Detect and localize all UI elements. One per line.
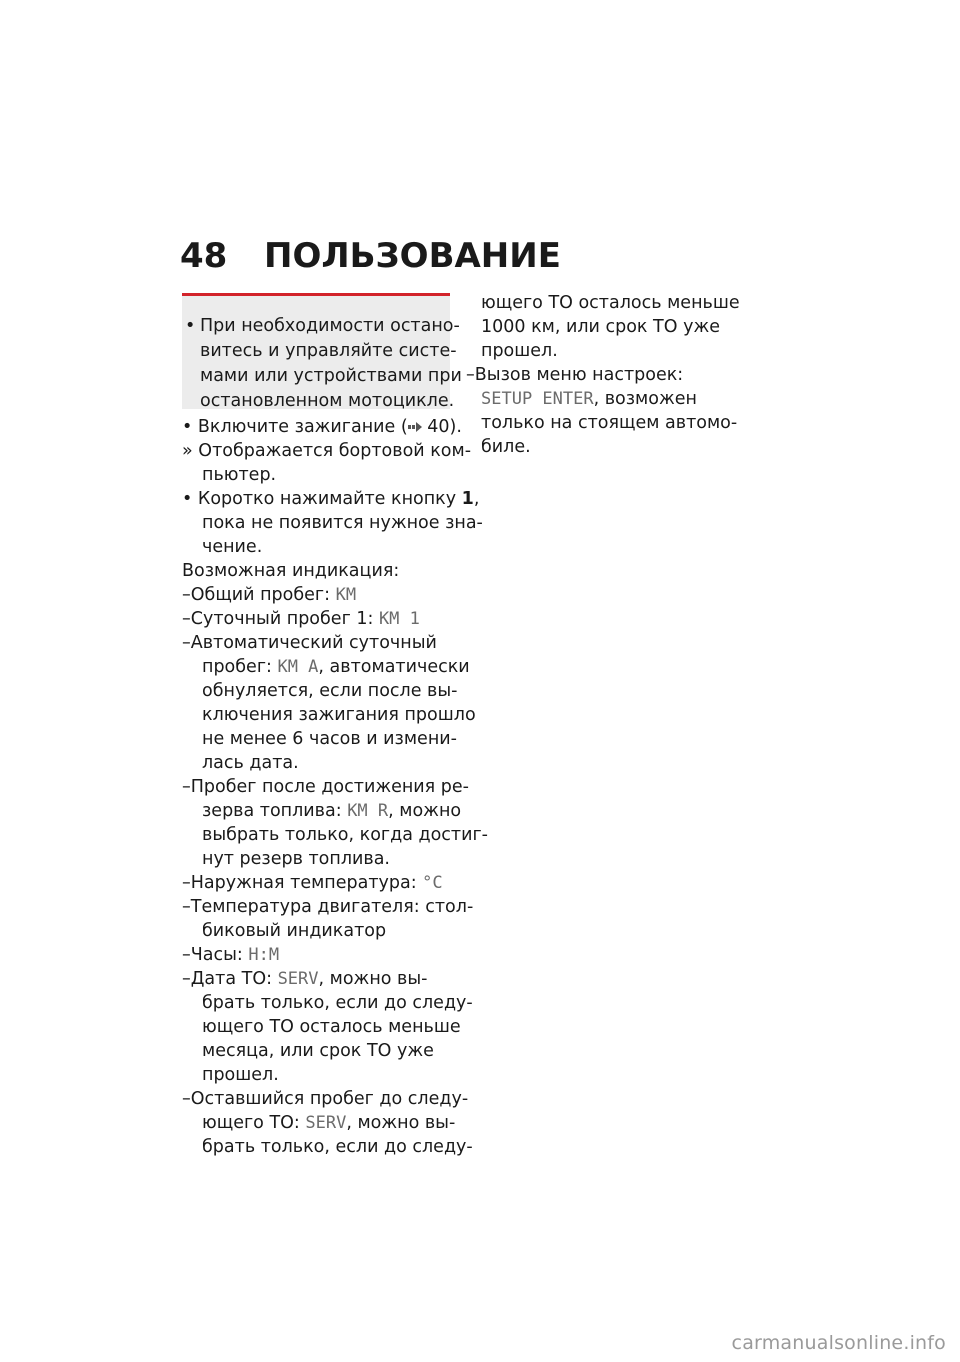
page-number: 48 — [180, 236, 228, 276]
text-line: биковый индикатор — [202, 921, 387, 941]
text-line: нут резерв топлива. — [202, 849, 390, 869]
dash-marker: – — [182, 873, 191, 893]
text-line: –Пробег после достижения ре- — [182, 777, 469, 797]
text-line: пока не появится нужное зна- — [202, 513, 483, 533]
text-line: • Коротко нажимайте кнопку 1, — [182, 489, 480, 509]
dash-marker: – — [182, 897, 191, 917]
bullet-marker: • — [182, 417, 193, 437]
bullet-marker: • — [182, 489, 193, 509]
text-line: Возможная индикация: — [182, 561, 400, 581]
text-line: SETUP ENTER, возможен — [481, 389, 697, 409]
display-code: KM 1 — [378, 609, 420, 629]
text-line: биле. — [481, 437, 531, 457]
text-line: 1000 км, или срок ТО уже — [481, 317, 720, 337]
button-number: 1 — [461, 489, 474, 509]
dash-marker: – — [182, 777, 191, 797]
dash-marker: – — [466, 365, 475, 385]
text-line: ключения зажигания прошло — [202, 705, 476, 725]
display-code: °C — [422, 873, 443, 893]
left-column — [182, 415, 488, 1157]
result-marker: » — [182, 441, 193, 461]
page-reference-arrow-icon — [408, 421, 422, 433]
text-line: брать только, если до следу- — [202, 1137, 473, 1157]
text-line: пробег: KM A, автоматически — [202, 657, 470, 677]
note-line: остановленном мотоцикле. — [200, 391, 455, 411]
text-line: только на стоящем автомо- — [481, 413, 738, 433]
text-line: ющего ТО осталось меньше — [202, 1017, 461, 1037]
dash-marker: – — [182, 969, 191, 989]
text-line: лась дата. — [202, 753, 299, 773]
display-code: H:M — [248, 945, 280, 965]
text-line: –Наружная температура: °C — [182, 873, 443, 893]
note-bullet: • — [185, 316, 196, 336]
text-line: обнуляется, если после вы- — [202, 681, 458, 701]
right-column — [466, 291, 746, 471]
text-line: чение. — [202, 537, 263, 557]
text-line: –Суточный пробег 1: KM 1 — [182, 609, 420, 629]
note-line: мами или устройствами при — [200, 366, 462, 386]
dash-marker: – — [182, 633, 191, 653]
text-line: • Включите зажигание ( 40). — [182, 417, 462, 437]
text-line: прошел. — [202, 1065, 279, 1085]
text-line: месяца, или срок ТО уже — [202, 1041, 434, 1061]
display-code: SERV — [277, 969, 319, 989]
text-line: ющего ТО: SERV, можно вы- — [202, 1113, 456, 1133]
display-code: KM R — [347, 801, 389, 821]
text-line: » Отображается бортовой ком- — [182, 441, 472, 461]
display-code: SERV — [305, 1113, 347, 1133]
text-line: не менее 6 часов и измени- — [202, 729, 457, 749]
text-line: –Автоматический суточный — [182, 633, 437, 653]
text-line: –Вызов меню настроек: — [466, 365, 684, 385]
dash-marker: – — [182, 1089, 191, 1109]
display-code: KM — [335, 585, 357, 605]
site-watermark: carmanualsonline.info — [731, 1332, 946, 1354]
text-line: выбрать только, когда достиг- — [202, 825, 488, 845]
text-line: зерва топлива: KM R, можно — [202, 801, 462, 821]
note-line: При необходимости остано- — [200, 316, 460, 336]
dash-marker: – — [182, 945, 191, 965]
section-title: ПОЛЬЗОВАНИЕ — [264, 236, 561, 276]
note-line: витесь и управляйте систе- — [200, 341, 457, 361]
display-code: SETUP ENTER — [481, 389, 594, 409]
text-line: –Часы: H:M — [182, 945, 280, 965]
text-line: прошел. — [481, 341, 558, 361]
text-line: ющего ТО осталось меньше — [481, 293, 740, 313]
text-line: –Общий пробег: KM — [182, 585, 357, 605]
text-line: –Оставшийся пробег до следу- — [182, 1089, 469, 1109]
display-code: KM A — [277, 657, 319, 677]
text-line: –Дата ТО: SERV, можно вы- — [182, 969, 428, 989]
text-line: –Температура двигателя: стол- — [182, 897, 474, 917]
dash-marker: – — [182, 609, 191, 629]
text-line: брать только, если до следу- — [202, 993, 473, 1013]
dash-marker: – — [182, 585, 191, 605]
text-line: пьютер. — [202, 465, 277, 485]
